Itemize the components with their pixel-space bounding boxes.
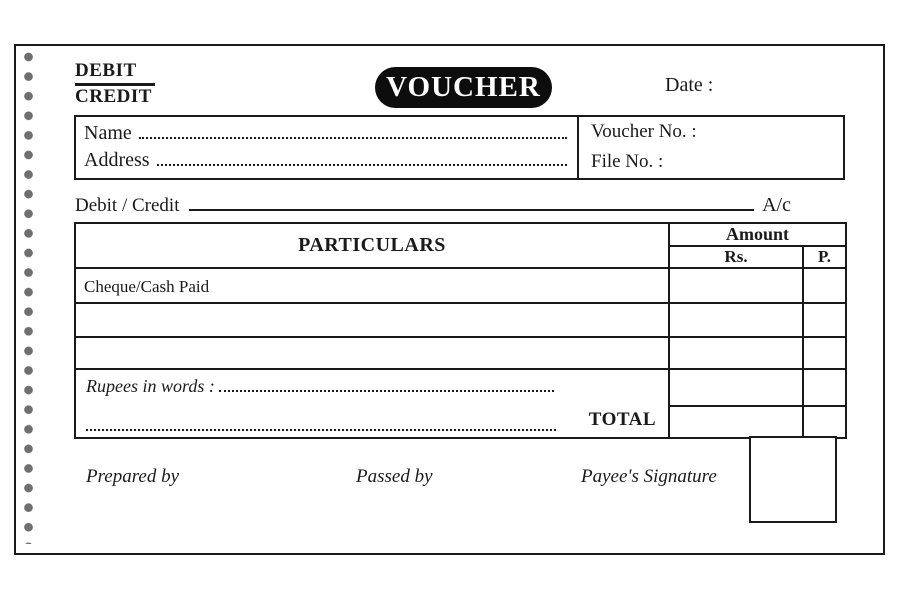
rs-cell — [669, 303, 803, 337]
total-p-cell — [803, 406, 846, 438]
particulars-header: PARTICULARS — [75, 223, 669, 268]
name-label: Name — [84, 122, 132, 144]
table-row — [75, 268, 846, 303]
rupees-words-line1 — [86, 376, 656, 397]
payee-signature-box — [749, 436, 837, 523]
voucher-file-number — [579, 117, 843, 178]
account-suffix-label: A/c — [762, 194, 791, 216]
rupees-fill-line-2 — [86, 419, 556, 431]
account-fill-line — [189, 197, 754, 211]
party-name-address — [76, 117, 579, 178]
account-line — [75, 194, 791, 217]
rupees-in-words-cell — [75, 369, 669, 438]
date-label: Date : — [665, 74, 714, 96]
debit-credit-heading — [75, 60, 155, 108]
address-row — [84, 149, 569, 172]
table-row — [75, 303, 846, 337]
particulars-table — [74, 222, 847, 439]
table-row — [75, 337, 846, 369]
rupees-in-words-label: Rupees in words : — [86, 376, 215, 396]
file-no-label: File No. : — [591, 151, 664, 172]
name-fill-line — [139, 125, 567, 139]
prepared-by-label: Prepared by — [86, 466, 180, 487]
total-label: TOTAL — [588, 409, 656, 430]
rs-cell — [669, 268, 803, 303]
rupees-in-words-row — [75, 369, 846, 406]
address-fill-line — [157, 152, 567, 166]
name-row — [84, 122, 569, 145]
p-cell — [803, 369, 846, 406]
particulars-cell — [75, 337, 669, 369]
address-label: Address — [84, 149, 150, 171]
voucher-title: VOUCHER — [386, 71, 541, 103]
debit-label: DEBIT — [75, 60, 155, 86]
credit-label: CREDIT — [75, 85, 152, 107]
rs-header: Rs. — [669, 246, 803, 268]
voucher-sheet — [14, 44, 885, 555]
particulars-cell: Cheque/Cash Paid — [75, 268, 669, 303]
voucher-no-label: Voucher No. : — [591, 121, 697, 142]
p-cell — [803, 268, 846, 303]
rupees-fill-line-1 — [219, 378, 554, 392]
p-cell — [803, 337, 846, 369]
rs-cell — [669, 369, 803, 406]
payee-signature-label: Payee's Signature — [581, 466, 717, 487]
amount-header: Amount — [669, 223, 846, 246]
total-rs-cell — [669, 406, 803, 438]
spiral-binding-holes — [23, 52, 34, 544]
voucher-title-badge — [375, 67, 552, 108]
rs-cell — [669, 337, 803, 369]
particulars-cell — [75, 303, 669, 337]
p-header: P. — [803, 246, 846, 268]
rupees-words-line2 — [86, 409, 656, 431]
account-line-label: Debit / Credit — [75, 195, 180, 216]
p-cell — [803, 303, 846, 337]
party-details-box — [74, 115, 845, 180]
passed-by-label: Passed by — [356, 466, 433, 487]
